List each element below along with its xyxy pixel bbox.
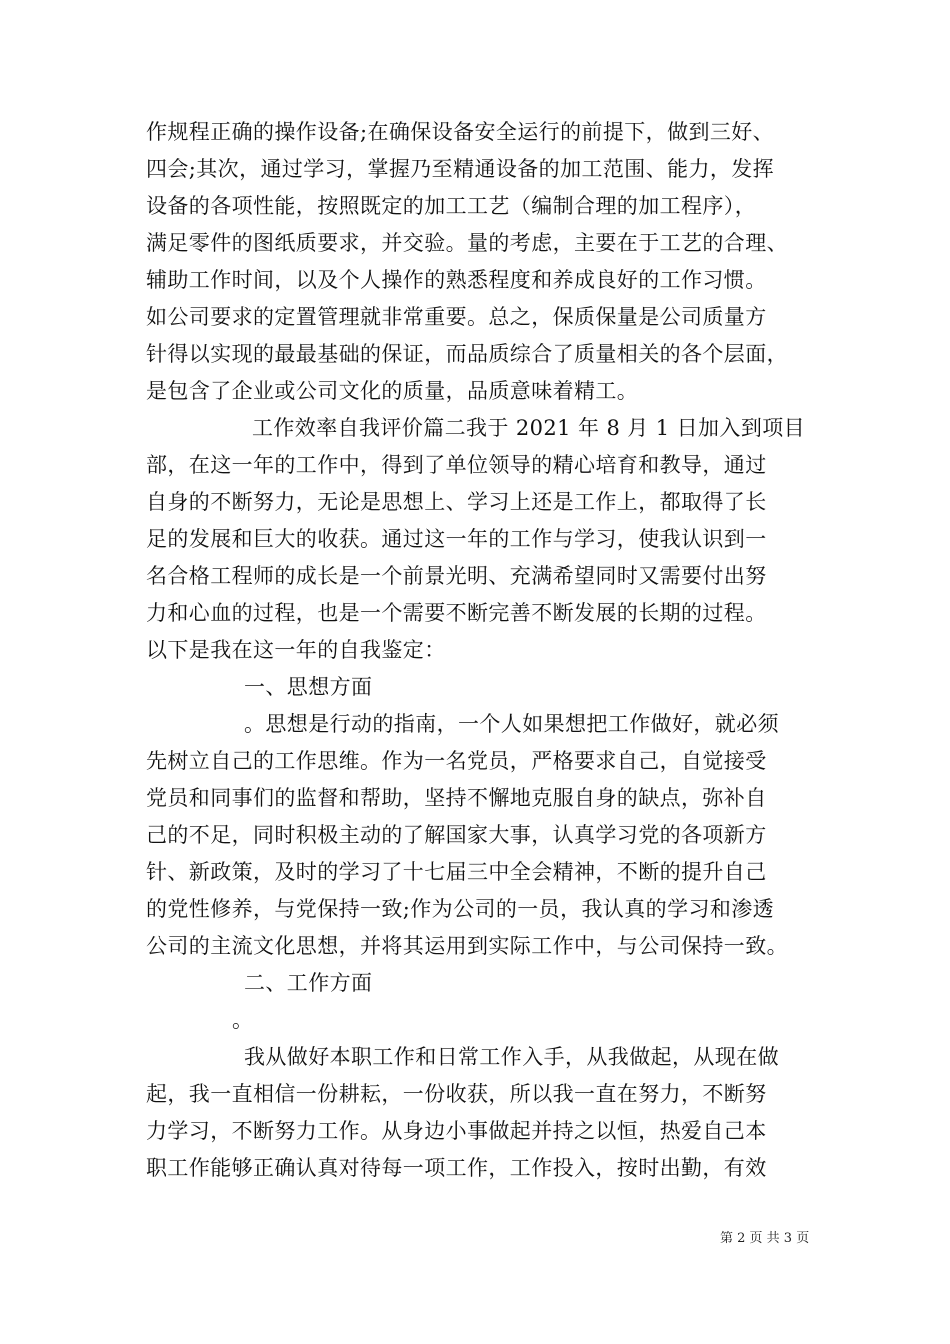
text-line: 己的不足，同时积极主动的了解国家大事，认真学习党的各项新方 [146, 823, 767, 847]
text-line: 针得以实现的最最基础的保证，而品质综合了质量相关的各个层面， [146, 342, 788, 366]
text-line: 如公司要求的定置管理就非常重要。总之，保质保量是公司质量方 [146, 305, 767, 329]
text-line: 部，在这一年的工作中，得到了单位领导的精心培育和教导，通过 [146, 453, 767, 477]
text-line: 设备的各项性能，按照既定的加工工艺（编制合理的加工程序）， [146, 194, 757, 218]
text-line: 以下是我在这一年的自我鉴定： [146, 638, 446, 662]
text-line: 力和心血的过程，也是一个需要不断完善不断发展的长期的过程。 [146, 601, 767, 625]
text-line: 作规程正确的操作设备;在确保设备安全运行的前提下，做到三好、 [146, 120, 775, 144]
text-line: 四会;其次，通过学习，掌握乃至精通设备的加工范围、能力，发挥 [146, 157, 775, 181]
text-line: 我从做好本职工作和日常工作入手，从我做起，从现在做 [244, 1045, 779, 1069]
text-line: 力学习，不断努力工作。从身边小事做起并持之以恒，热爱自己本 [146, 1119, 767, 1143]
text-line: 的党性修养，与党保持一致;作为公司的一员，我认真的学习和渗透 [146, 897, 775, 921]
subheading-work: 二、工作方面 [244, 971, 373, 995]
text-line: 足的发展和巨大的收获。通过这一年的工作与学习，使我认识到一 [146, 527, 767, 551]
text-line: 名合格工程师的成长是一个前景光明、充满希望同时又需要付出努 [146, 564, 767, 588]
text-line: 自身的不断努力，无论是思想上、学习上还是工作上，都取得了长 [146, 490, 767, 514]
subheading-thought: 一、思想方面 [244, 675, 373, 699]
text-line: 。思想是行动的指南，一个人如果想把工作做好，就必须 [244, 712, 779, 736]
text-line: 。 [232, 1008, 254, 1032]
text-line: 公司的主流文化思想，并将其运用到实际工作中，与公司保持一致。 [146, 934, 788, 958]
text-line: 先树立自己的工作思维。作为一名党员，严格要求自己，自觉接受 [146, 749, 767, 773]
text-line: 起，我一直相信一份耕耘，一份收获，所以我一直在努力，不断努 [146, 1082, 767, 1106]
section-heading-line: 工作效率自我评价篇二我于 2021 年 8 月 1 日加入到项目 [252, 416, 806, 440]
text-line: 是包含了企业或公司文化的质量，品质意味着精工。 [146, 379, 639, 403]
text-line: 党员和同事们的监督和帮助，坚持不懈地克服自身的缺点，弥补自 [146, 786, 767, 810]
text-line: 辅助工作时间，以及个人操作的熟悉程度和养成良好的工作习惯。 [146, 268, 767, 292]
text-line: 满足零件的图纸质要求，并交验。量的考虑，主要在于工艺的合理、 [146, 231, 788, 255]
text-line: 针、新政策，及时的学习了十七届三中全会精神，不断的提升自己 [146, 860, 767, 884]
page-number-footer: 第 2 页 共 3 页 [720, 1231, 810, 1246]
text-line: 职工作能够正确认真对待每一项工作，工作投入，按时出勤，有效 [146, 1156, 767, 1180]
